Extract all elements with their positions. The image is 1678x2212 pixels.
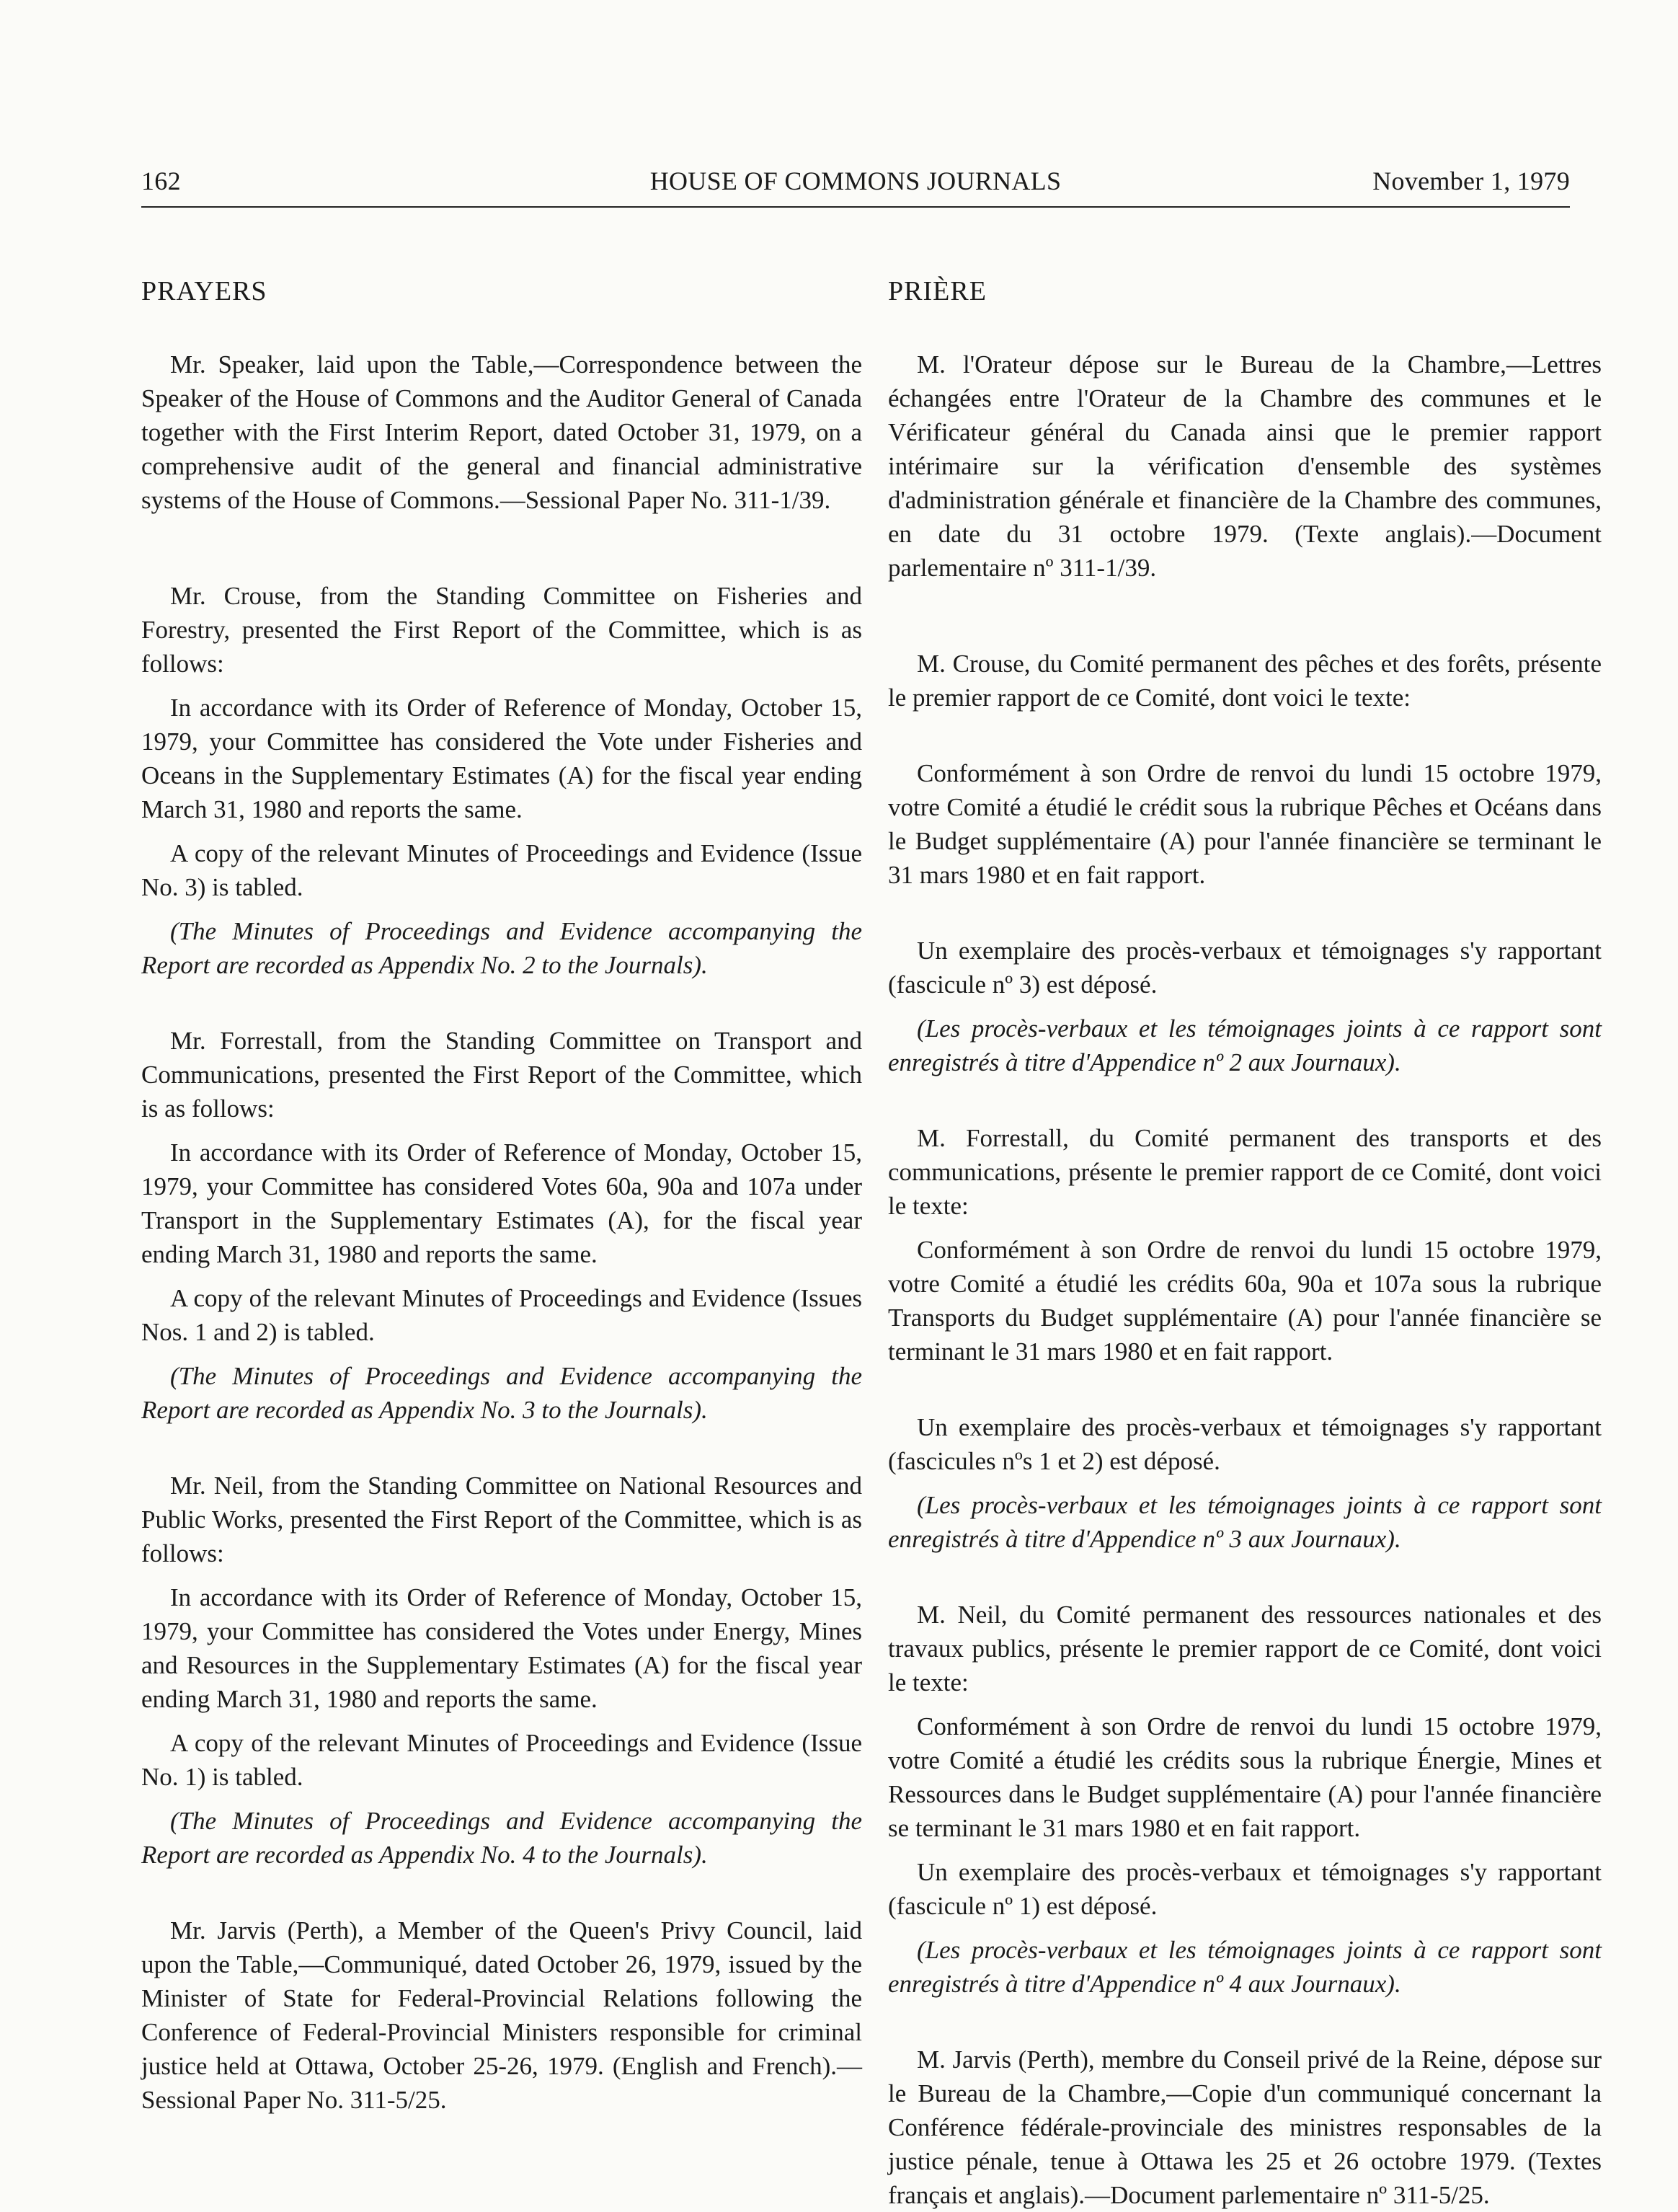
paragraph: (The Minutes of Proceedings and Evidence accompanying the Report are recorded as Appendix No. 4 to the Journals).: [141, 1807, 862, 1869]
paragraph: Un exemplaire des procès-verbaux et témoignages s'y rapportant (fascicule nº 3) est déposé.: [888, 937, 1602, 999]
paragraph: Conformément à son Ordre de renvoi du lundi 15 octobre 1979, votre Comité a étudié le crédit sous la rubrique Pêches et Océans dans le Budget supplémentaire (A) pour l'année financière se terminant le 31 mars 1980 et en fait rapport.: [888, 759, 1602, 889]
paragraph: Mr. Forrestall, from the Standing Committee on Transport and Communications, presented the First Report of the Committee, which is as follows:: [141, 1027, 862, 1123]
paragraph: Mr. Crouse, from the Standing Committee on Fisheries and Forestry, presented the First Report of the Committee, which is as follows:: [141, 582, 862, 678]
section-title-english: PRAYERS: [141, 276, 267, 306]
paragraph: Conformément à son Ordre de renvoi du lundi 15 octobre 1979, votre Comité a étudié les crédits sous la rubrique Énergie, Mines et Ressources dans le Budget supplémentaire (A) pour l'année financière se terminant le 31 mars 1980 et en fait rapport.: [888, 1712, 1602, 1842]
paragraph: Mr. Jarvis (Perth), a Member of the Queen's Privy Council, laid upon the Table,—Communiqué, dated October 26, 1979, issued by the Minister of State for Federal-Provincial Relations following the Conference of Federal-Provincial Ministers responsible for criminal justice held at Ottawa, October 25-26, 1979. (English and French).—Sessional Paper No. 311-5/25.: [141, 1916, 862, 2114]
paragraph: A copy of the relevant Minutes of Proceedings and Evidence (Issues Nos. 1 and 2) is tabled.: [141, 1284, 862, 1346]
paragraph: A copy of the relevant Minutes of Proceedings and Evidence (Issue No. 3) is tabled.: [141, 839, 862, 901]
paragraph: Un exemplaire des procès-verbaux et témoignages s'y rapportant (fascicule nº 1) est déposé.: [888, 1858, 1602, 1920]
paragraph: (Les procès-verbaux et les témoignages joints à ce rapport sont enregistrés à titre d'Appendice nº 3 aux Journaux).: [888, 1491, 1602, 1553]
paragraph: (The Minutes of Proceedings and Evidence accompanying the Report are recorded as Appendix No. 3 to the Journals).: [141, 1362, 862, 1424]
paragraph: Un exemplaire des procès-verbaux et témoignages s'y rapportant (fascicules nºs 1 et 2) est déposé.: [888, 1413, 1602, 1475]
header-date: November 1, 1979: [1372, 167, 1570, 195]
paragraph: A copy of the relevant Minutes of Proceedings and Evidence (Issue No. 1) is tabled.: [141, 1729, 862, 1791]
paragraph: Mr. Neil, from the Standing Committee on National Resources and Public Works, presented the First Report of the Committee, which is as follows:: [141, 1472, 862, 1567]
page-number: 162: [141, 167, 181, 195]
paragraph: M. l'Orateur dépose sur le Bureau de la Chambre,—Lettres échangées entre l'Orateur de la Chambre des communes et le Vérificateur général du Canada ainsi que le premier rapport intérimaire sur la vérification d'ensemble des systèmes d'administration générale et financière de la Chambre des communes, en date du 31 octobre 1979. (Texte anglais).—Document parlementaire nº 311-1/39.: [888, 350, 1602, 582]
page-header: [141, 163, 1570, 208]
french-column: [888, 267, 1602, 2212]
paragraph: M. Jarvis (Perth), membre du Conseil privé de la Reine, dépose sur le Bureau de la Chambre,—Copie d'un communiqué concernant la Conférence fédérale-provinciale des ministres responsables de la justice pénale, tenue à Ottawa les 25 et 26 octobre 1979. (Textes français et anglais).—Document parlementaire nº 311-5/25.: [888, 2045, 1602, 2209]
paragraph: M. Crouse, du Comité permanent des pêches et des forêts, présente le premier rapport de ce Comité, dont voici le texte:: [888, 650, 1602, 712]
paragraph: In accordance with its Order of Reference of Monday, October 15, 1979, your Committee has considered Votes 60a, 90a and 107a under Transport in the Supplementary Estimates (A), for the fiscal year ending March 31, 1980 and reports the same.: [141, 1138, 862, 1268]
paragraph: In accordance with its Order of Reference of Monday, October 15, 1979, your Committee has considered the Votes under Energy, Mines and Resources in the Supplementary Estimates (A) for the fiscal year ending March 31, 1980 and reports the same.: [141, 1583, 862, 1713]
paragraph: In accordance with its Order of Reference of Monday, October 15, 1979, your Committee has considered the Vote under Fisheries and Oceans in the Supplementary Estimates (A) for the fiscal year ending March 31, 1980 and reports the same.: [141, 694, 862, 823]
paragraph: (Les procès-verbaux et les témoignages joints à ce rapport sont enregistrés à titre d'Appendice nº 4 aux Journaux).: [888, 1936, 1602, 1998]
paragraph: Mr. Speaker, laid upon the Table,—Correspondence between the Speaker of the House of Commons and the Auditor General of Canada together with the First Interim Report, dated October 31, 1979, on a comprehensive audit of the general and financial administrative systems of the House of Commons.—Sessional Paper No. 311-1/39.: [141, 350, 862, 514]
paragraph: M. Forrestall, du Comité permanent des transports et des communications, présente le premier rapport de ce Comité, dont voici le texte:: [888, 1124, 1602, 1220]
paragraph: M. Neil, du Comité permanent des ressources nationales et des travaux publics, présente le premier rapport de ce Comité, dont voici le texte:: [888, 1601, 1602, 1696]
paragraph: (The Minutes of Proceedings and Evidence accompanying the Report are recorded as Appendix No. 2 to the Journals).: [141, 917, 862, 979]
section-title-french: PRIÈRE: [888, 276, 987, 306]
paragraph: (Les procès-verbaux et les témoignages joints à ce rapport sont enregistrés à titre d'Appendice nº 2 aux Journaux).: [888, 1014, 1602, 1076]
paragraph: Conformément à son Ordre de renvoi du lundi 15 octobre 1979, votre Comité a étudié les crédits 60a, 90a et 107a sous la rubrique Transports du Budget supplémentaire (A) pour l'année financière se terminant le 31 mars 1980 et en fait rapport.: [888, 1236, 1602, 1366]
english-column: [141, 267, 862, 2117]
journal-title: HOUSE OF COMMONS JOURNALS: [649, 167, 1062, 195]
